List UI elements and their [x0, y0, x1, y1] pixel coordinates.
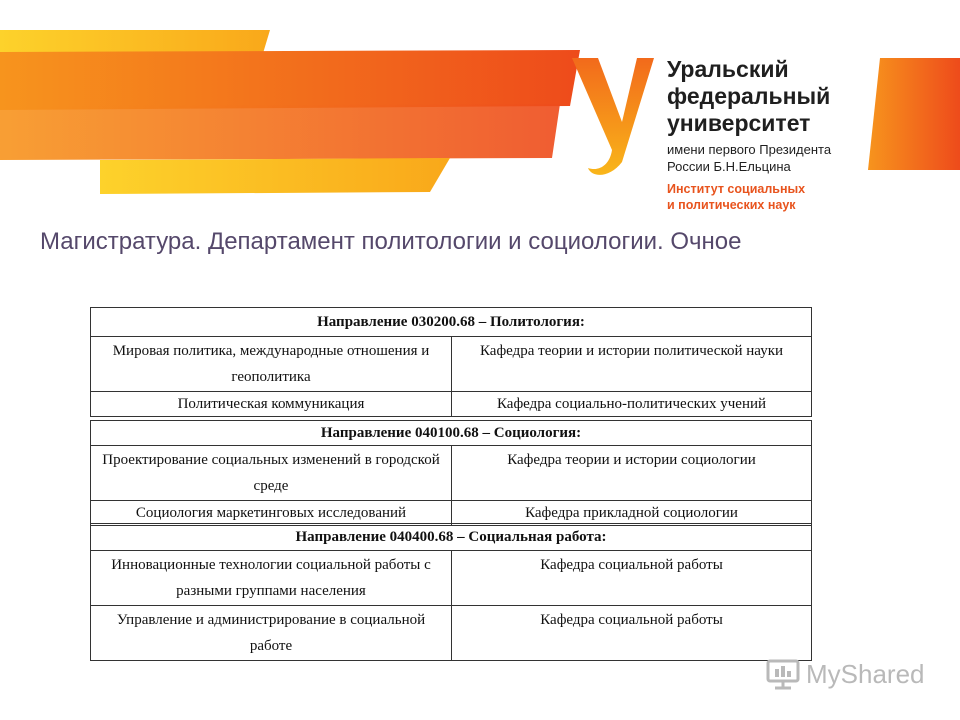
table-row	[91, 392, 812, 417]
university-name-line-3: университет	[667, 110, 811, 136]
table-row	[91, 524, 812, 551]
direction-header: Направление 040400.68 – Социальная работа:	[91, 524, 812, 551]
program-table-social-work	[90, 523, 812, 661]
direction-header: Направление 030200.68 – Политология:	[91, 308, 812, 337]
program-name: Проектирование социальных изменений в городской среде	[91, 446, 452, 501]
department-name: Кафедра теории и истории социологии	[452, 446, 812, 501]
program-table-sociology	[90, 420, 812, 526]
table-row	[91, 551, 812, 606]
university-name-line-2: федеральный	[667, 83, 831, 109]
department-name: Кафедра социальной работы	[452, 551, 812, 606]
slide-title: Магистратура. Департамент политологии и социологии. Очное	[40, 228, 742, 255]
university-name-line-1: Уральский	[667, 56, 789, 82]
presentation-icon	[766, 658, 800, 690]
university-subtitle-line-2: России Б.Н.Ельцина	[667, 159, 791, 174]
university-logo-icon	[572, 58, 654, 175]
department-name: Кафедра социальной работы	[452, 606, 812, 661]
university-subtitle-line-1: имени первого Президента	[667, 142, 832, 157]
program-name: Управление и администрирование в социальной работе	[91, 606, 452, 661]
watermark-text: MyShared	[806, 658, 925, 689]
direction-header: Направление 040100.68 – Социология:	[91, 421, 812, 446]
department-name: Кафедра прикладной социологии	[452, 501, 812, 526]
table-row	[91, 308, 812, 337]
program-name: Политическая коммуникация	[91, 392, 452, 417]
table-row	[91, 446, 812, 501]
watermark	[766, 658, 925, 690]
table-row	[91, 501, 812, 526]
institute-name	[667, 181, 831, 213]
institute-name-line-2: и политических наук	[667, 198, 796, 212]
program-name: Мировая политика, международные отношения и геополитика	[91, 337, 452, 392]
program-name: Социология маркетинговых исследований	[91, 501, 452, 526]
department-name: Кафедра теории и истории политической науки	[452, 337, 812, 392]
university-logo-text	[667, 56, 831, 213]
program-name: Инновационные технологии социальной работы с разными группами населения	[91, 551, 452, 606]
university-subtitle	[667, 141, 831, 175]
table-row	[91, 421, 812, 446]
department-name: Кафедра социально-политических учений	[452, 392, 812, 417]
table-row	[91, 606, 812, 661]
table-row	[91, 337, 812, 392]
program-table-politology	[90, 307, 812, 417]
institute-name-line-1: Институт социальных	[667, 182, 806, 196]
